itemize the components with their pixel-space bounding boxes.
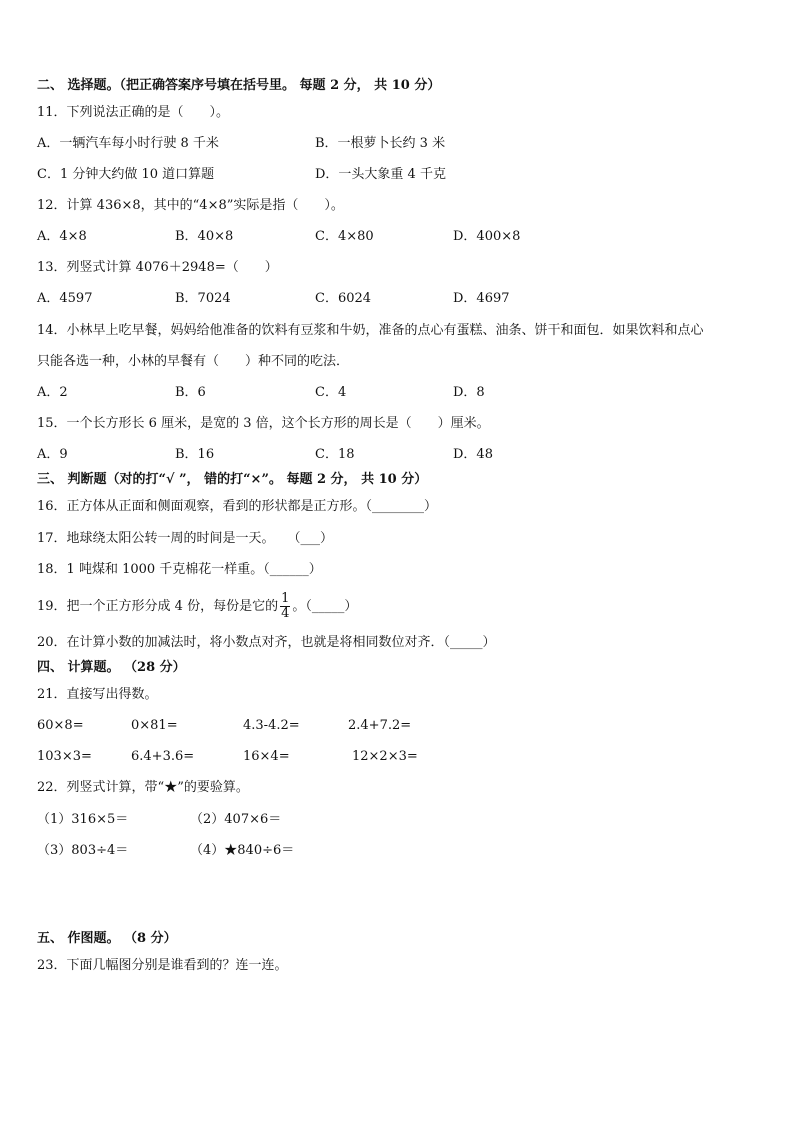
question-18: 18．1 吨煤和 1000 千克棉花一样重。（______） (37, 562, 322, 577)
question-13-option-a: A．4597 (37, 291, 93, 306)
vertical-calc-item: （4）★840÷6＝ (190, 843, 295, 858)
question-14-stem: 14．小林早上吃早餐，妈妈给他准备的饮料有豆浆和牛奶，准备的点心有蛋糕、油条、饼干和面包．如果饮料和点心 (37, 323, 704, 338)
question-14-option-b: B．6 (175, 385, 206, 400)
question-19 (37, 590, 357, 624)
question-19-text: 19．把一个正方形分成 4 份，每份是它的 (37, 599, 279, 614)
section-4-heading: 四、 计算题。 （28 分） (37, 660, 186, 675)
calc-item: 12×2×3= (352, 749, 418, 764)
section-3-heading: 三、 判断题（对的打“√ ”， 错的打“×”。 每题 2 分， 共 10 分） (37, 472, 428, 487)
vertical-calc-item: （3）803÷4＝ (37, 843, 129, 858)
calc-item: 0×81= (131, 718, 178, 733)
question-11-option-c: C．1 分钟大约做 10 道口算题 (37, 167, 215, 182)
calc-item: 4.3-4.2= (243, 718, 300, 733)
question-12-option-b: B．40×8 (175, 229, 234, 244)
section-2-heading: 二、 选择题。（把正确答案序号填在括号里。 每题 2 分， 共 10 分） (37, 78, 441, 93)
question-15-stem: 15．一个长方形长 6 厘米，是宽的 3 倍，这个长方形的周长是（ ）厘米。 (37, 416, 490, 431)
question-11-option-d: D．一头大象重 4 千克 (315, 167, 446, 182)
calc-item: 16×4= (243, 749, 290, 764)
question-15-option-c: C．18 (315, 447, 355, 462)
question-15-option-a: A．9 (37, 447, 68, 462)
question-12-option-d: D．400×8 (453, 229, 521, 244)
question-14-option-c: C．4 (315, 385, 347, 400)
question-19-blank: 。（_____） (292, 599, 358, 614)
question-14-option-a: A．2 (37, 385, 68, 400)
question-14-stem-line2: 只能各选一种，小林的早餐有（ ）种不同的吃法． (37, 354, 350, 369)
question-11-option-a: A．一辆汽车每小时行驶 8 千米 (37, 136, 219, 151)
calc-item: 6.4+3.6= (131, 749, 195, 764)
question-12-option-c: C．4×80 (315, 229, 374, 244)
question-15-option-d: D．48 (453, 447, 493, 462)
question-11-stem: 11．下列说法正确的是（ ）。 (37, 105, 230, 120)
calc-item: 103×3= (37, 749, 92, 764)
question-17: 17．地球绕太阳公转一周的时间是一天。 （___） (37, 531, 334, 546)
fraction-numerator: 1 (281, 591, 290, 606)
calc-item: 2.4+7.2= (348, 718, 412, 733)
question-20: 20．在计算小数的加减法时，将小数点对齐，也就是将相同数位对齐．（_____） (37, 635, 496, 650)
calc-item: 60×8= (37, 718, 84, 733)
question-13-stem: 13．列竖式计算 4076＋2948=（ ） (37, 260, 278, 275)
question-23: 23．下面几幅图分别是谁看到的？连一连。 (37, 958, 288, 973)
vertical-calc-item: （1）316×5＝ (37, 812, 129, 827)
fraction-denominator: 4 (281, 606, 290, 621)
question-22: 22．列竖式计算，带“★”的要验算。 (37, 780, 249, 795)
fraction-one-quarter (280, 592, 290, 621)
question-14-option-d: D．8 (453, 385, 485, 400)
question-13-option-c: C．6024 (315, 291, 372, 306)
question-12-option-a: A．4×8 (37, 229, 87, 244)
question-16: 16．正方体从正面和侧面观察，看到的形状都是正方形。（________） (37, 499, 438, 514)
section-5-heading: 五、 作图题。 （8 分） (37, 931, 177, 946)
question-15-option-b: B．16 (175, 447, 215, 462)
question-21: 21．直接写出得数。 (37, 687, 158, 702)
vertical-calc-item: （2）407×6＝ (190, 812, 282, 827)
question-13-option-d: D．4697 (453, 291, 510, 306)
question-12-stem: 12．计算 436×8，其中的“4×8”实际是指（ ）。 (37, 198, 344, 213)
question-11-option-b: B．一根萝卜长约 3 米 (315, 136, 446, 151)
question-13-option-b: B．7024 (175, 291, 231, 306)
